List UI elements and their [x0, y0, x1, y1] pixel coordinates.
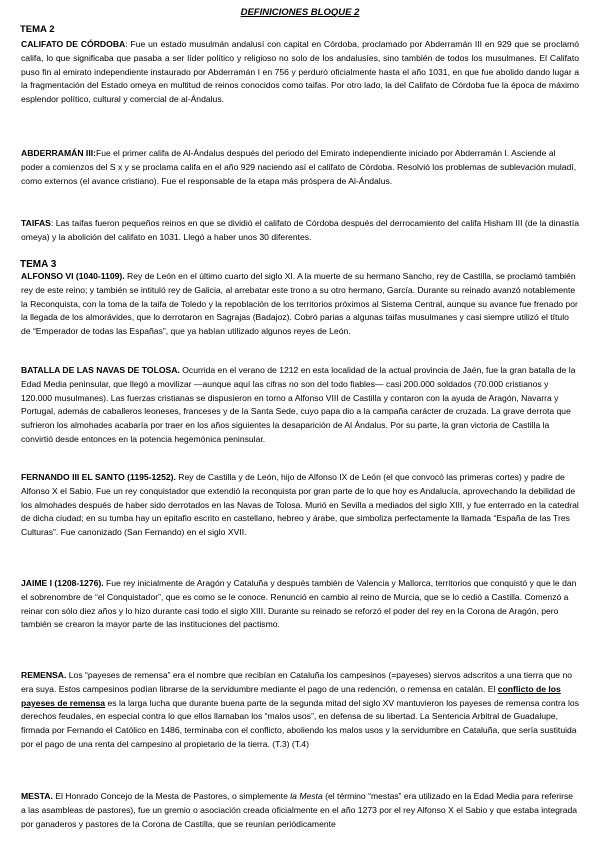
definition-jaime-i: [21, 577, 579, 632]
definition-text: El Honrado Concejo de la Mesta de Pastores, o simplemente: [52, 791, 291, 801]
definition-abderraman: [21, 147, 579, 188]
term-navas-de-tolosa: BATALLA DE LAS NAVAS DE TOLOSA.: [21, 365, 180, 375]
definition-text: Fue rey inicialmente de Aragón y Cataluña y después también de Valencia y Mallorca, territorios que conquistó y que le dan el sobrenombre de “el Conquistador”, que es como se le conoce. Renunció en cambio al reino de Murcia, que se lo cedió a Castilla. Comenzó a reinar con sólo diez años y lo hizo durante casi todo el siglo XIII. Durante su reinado se reforzó el poder del rey en la Corona de Aragón, pero también se crearon la mayor parte de las instituciones del pactismo.: [21, 578, 577, 630]
definition-fernando-iii: [21, 471, 579, 540]
term-alfonso-vi: ALFONSO VI (1040-1109).: [21, 271, 125, 281]
section-heading-tema-2: TEMA 2: [20, 24, 55, 35]
definition-text: (el término “mestas” era utilizado en la Edad Media para referirse a las asambleas de pastores), fue un gremio o asociación creada oficialmente en el año 1273 por el rey Alfonso X el Sabio y que estaba integrada por ganaderos y pastores de la Corona de Castilla, que se reunían periódicamente: [21, 791, 578, 829]
la-mesta-italic: la Mesta: [290, 791, 323, 801]
definition-text: es la larga lucha que durante buena parte de la segunda mitad del siglo XV mantuvieron los payeses de remensa contra los derechos feudales, en especial contra lo que ellos llamaban los “malos usos”, en defensa de su libertad. La Sentencia Arbitral de Guadalupe, firmada por Fernando el Católico en 1486, terminaba con el conflicto, aboliendo los malos usos y la servidumbre en Cataluña, que sería sustituida por el pago de una renta del campesino al propietario de la tierra. (T.3) (T.4): [21, 697, 580, 749]
document-title: DEFINICIONES BLOQUE 2: [240, 7, 360, 18]
definition-text: Rey de León en el último cuarto del siglo XI. A la muerte de su hermano Sancho, rey de Castilla, se proclamó también rey de este reino; y también se intituló rey de Galicia, al arrebatar este trono a su otro hermano, García. Durante su reinado avanzó notablemente la Reconquista, con la toma de la taifa de Toledo y la repoblación de los territorios próximos al Sistema Central, aunque su avance fue frenado por la llegada de los almorávides, que lo derrotaron en Sagrajas (Badajoz). Cobró parias a algunas taifas musulmanes y casi siempre utilizó el título de “Emperador de todas las Españas”, que ya habían utilizado algunos reyes de León.: [21, 271, 578, 337]
term-abderraman: ABDERRAMÁN III:: [21, 148, 96, 158]
term-mesta: MESTA.: [21, 791, 53, 801]
definition-mesta: [21, 790, 579, 831]
term-califato: CALIFATO DE CÓRDOBA: [21, 39, 126, 49]
conflicto-remensa-link[interactable]: conflicto de los payeses de remensa: [21, 683, 561, 708]
term-remensa: REMENSA.: [21, 670, 67, 680]
definition-text: Ocurrida en el verano de 1212 en esta localidad de la actual provincia de Jaén, fue la gran batalla de la Edad Media peninsular, que llegó a movilizar —aunque aquí las cifras no son del todo fiables— casi 200.000 soldados (70.000 cristianos y 120.000 musulmanes). Las fuerzas cristianas se dispusieron en torno a Alfonso VIII de Castilla y contaron con la ayuda de Aragón, Navarra y Portugal, además de caballeros leoneses, franceses y de la Santa Sede, cuyo papa dio a la campaña carácter de cruzada. La grave derrota que sufrieron los almohades acabaría por traer en los años siguientes la desaparición de Al Ándalus. Por su parte, la gran victoria de Castilla la convirtió desde entonces en la potencia hegemónica peninsular.: [21, 365, 576, 444]
section-heading-tema-3: TEMA 3: [20, 259, 57, 270]
definition-text: Los “payeses de remensa” era el nombre que recibían en Cataluña los campesinos (=payeses) siervos adscritos a una tierra que no era suya. Estos campesinos podían librarse de la servidumbre mediante el pago de una redención, o remensa en catalán. El: [21, 670, 573, 694]
definition-text: Rey de Castilla y de León, hijo de Alfonso IX de León (el que convocó las primeras cortes) y padre de Alfonso X el Sabio. Fue un rey conquistador que extendió la reconquista por gran parte de lo que hoy es Andalucía, aprovechando la debilidad de los almohades después de haber sido derrotados en las Navas de Tolosa. Murió en Sevilla a mediados del siglo XIII, y fue enterrado en la catedral de dicha ciudad; en su tumba hay un epitafio escrito en castellano, hebreo y árabe, que simboliza perfectamente la llamada “España de las Tres Culturas”. Fue canonizado (San Fernando) en el siglo XVII.: [21, 472, 579, 538]
definition-text: : Fue un estado musulmán andalusí con capital en Córdoba, proclamado por Abderramán III en 929 que se proclamó califa, lo que significaba que pasaba a ser líder político y religioso no solo de los andalusíes, sino también de todos los musulmanes. El Califato puso fin al emirato independiente instaurado por Abderramán I en 756 y perduró oficialmente hasta el año 1031, en que fue abolido dando lugar a la fragmentación del Estado omeya en multitud de reinos conocidos como taifas. Por otro lado, la del Califato de Córdoba fue la época de máximo esplendor político, cultural y comercial de al-Ándalus.: [21, 39, 579, 105]
term-fernando-iii: FERNANDO III EL SANTO (1195-1252).: [21, 472, 176, 482]
term-jaime-i: JAIME I (1208-1276).: [21, 578, 104, 588]
term-taifas: TAIFAS: [21, 218, 51, 228]
definition-taifas: [21, 217, 579, 245]
definition-text: : Las taifas fueron pequeños reinos en que se dividió el califato de Córdoba después del derrocamiento del califa Hisham III (de la dinastía omeya) y la abolición del califato en 1031. Llegó a haber unos 30 diferentes.: [21, 218, 579, 242]
definition-alfonso-vi: [21, 270, 579, 339]
definition-navas-de-tolosa: [21, 364, 579, 447]
definition-califato: [21, 38, 579, 107]
definition-remensa: [21, 669, 579, 752]
definition-text: Fue el primer califa de Al-Ándalus después del periodo del Emirato independiente iniciado por Abderramán I. Asciende al poder a comienzos del S x y se proclama califa en el año 929 naciendo así el califato de Córdoba. Resolvió los problemas de sublevación muladí, como externos (el avance cristiano). Fue el responsable de la etapa más próspera de Al-Ándalus.: [21, 148, 577, 186]
